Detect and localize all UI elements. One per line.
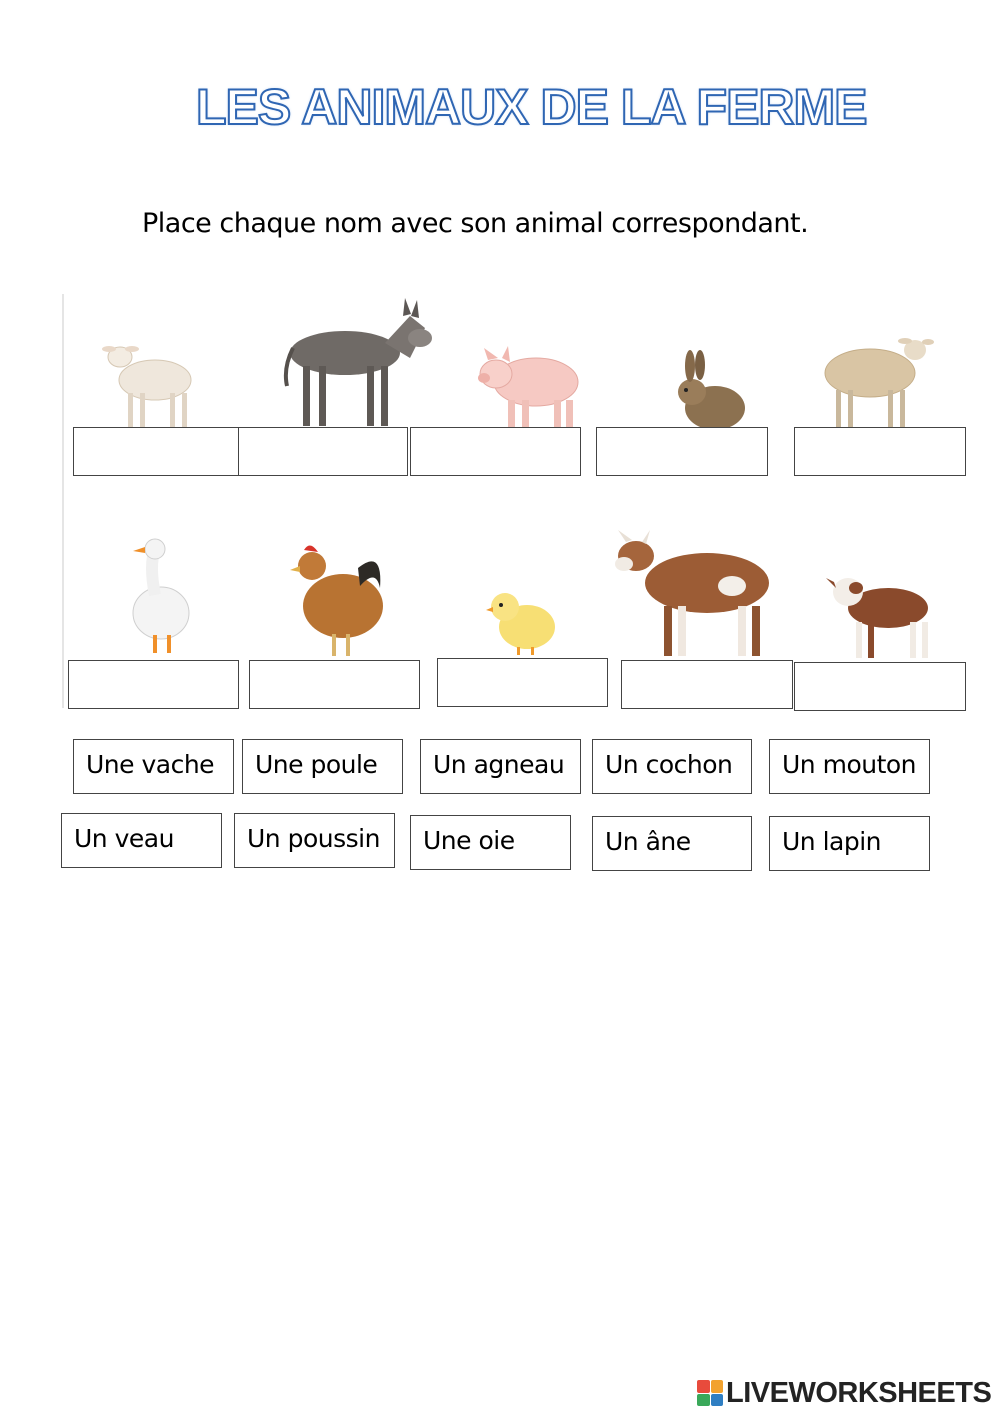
donkey-image xyxy=(275,298,435,430)
answer-box-calf[interactable] xyxy=(794,662,966,711)
page-title: LES ANIMAUX DE LA FERME xyxy=(196,79,867,135)
answer-box-cow[interactable] xyxy=(621,660,793,709)
lamb-image xyxy=(100,335,200,430)
cow-image xyxy=(612,528,777,658)
answer-box-lamb[interactable] xyxy=(73,427,240,476)
rabbit-image xyxy=(670,350,750,430)
word-card[interactable]: Un poussin xyxy=(234,813,395,868)
word-card[interactable]: Une poule xyxy=(242,739,403,794)
answer-box-hen[interactable] xyxy=(249,660,420,709)
word-card[interactable]: Un âne xyxy=(592,816,752,871)
word-card[interactable]: Un veau xyxy=(61,813,222,868)
sheep-image xyxy=(820,328,935,430)
hen-image xyxy=(288,538,388,658)
chick-image xyxy=(485,585,560,657)
goose-image xyxy=(125,535,195,657)
answer-box-donkey[interactable] xyxy=(238,427,408,476)
instruction-text: Place chaque nom avec son animal correspondant. xyxy=(142,208,809,239)
calf-image xyxy=(826,568,936,660)
word-card[interactable]: Un lapin xyxy=(769,816,930,871)
answer-box-sheep[interactable] xyxy=(794,427,966,476)
word-card[interactable]: Une oie xyxy=(410,815,571,870)
answer-box-rabbit[interactable] xyxy=(596,427,768,476)
word-card[interactable]: Un agneau xyxy=(420,739,581,794)
answer-box-chick[interactable] xyxy=(437,658,608,707)
word-card[interactable]: Un mouton xyxy=(769,739,930,794)
logo-text: LIVEWORKSHEETS xyxy=(726,1376,992,1409)
answer-box-pig[interactable] xyxy=(410,427,581,476)
liveworksheets-logo-icon xyxy=(697,1380,723,1406)
word-card[interactable]: Un cochon xyxy=(592,739,752,794)
pig-image xyxy=(476,342,586,430)
word-card[interactable]: Une vache xyxy=(73,739,234,794)
answer-box-goose[interactable] xyxy=(68,660,239,709)
liveworksheets-logo[interactable] xyxy=(697,1376,991,1410)
frame-divider xyxy=(62,294,64,708)
